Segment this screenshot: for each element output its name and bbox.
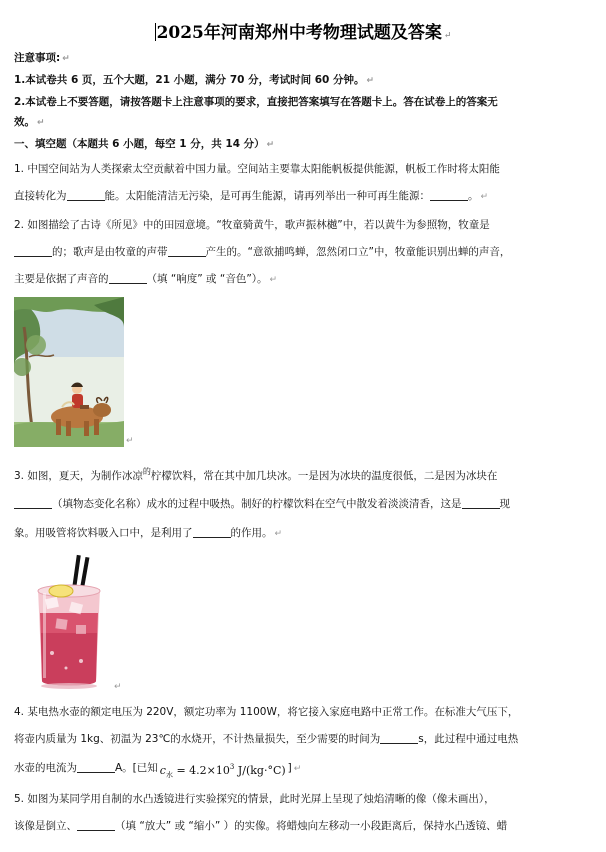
answer-blank[interactable] bbox=[462, 498, 500, 509]
herding-boy-svg bbox=[14, 297, 124, 447]
question-5-line-1: 5. 如图为某同学用自制的水凸透镜进行实验探究的情景，此时光屏上呈现了烛焰清晰的像（像未画出）， bbox=[14, 793, 495, 805]
lemon-drink-svg bbox=[26, 553, 112, 693]
question-4-line-2: 将壶内质量为 1kg、初温为 23℃的水烧开，不计热量损失，至少需要的时间为 s，此过程中通过电热 bbox=[14, 733, 519, 745]
notice-item-2-cont: 效。 ↵ bbox=[14, 116, 45, 128]
answer-blank[interactable] bbox=[14, 498, 52, 509]
question-2-line-3: 主要是依据了声音的 （填 “响度” 或 “音色”）。 ↵ bbox=[14, 273, 278, 285]
question-1-line-2: 直接转化为 能。太阳能清洁无污染，是可再生能源，请再列举出一种可再生能源： 。 ↵ bbox=[14, 190, 489, 202]
answer-blank[interactable] bbox=[430, 190, 468, 201]
question-2-line-2: 的；歌声是由牧童的声带 产生的。“意欲捕鸣蝉，忽然闭口立”中，牧童能识别出蝉的声音， bbox=[14, 244, 589, 259]
notice-item-2: 2.本试卷上不要答题，请按答题卡上注意事项的要求，直接把答案填写在答题卡上。答在试卷上的答案无 bbox=[14, 96, 498, 108]
lemon-drink-illustration bbox=[26, 553, 112, 693]
notice-item-1: 1.本试卷共 6 页，五个大题，21 小题，满分 70 分，考试时间 60 分钟。 ↵ bbox=[14, 74, 375, 86]
return-mark: ↵ bbox=[126, 436, 134, 446]
answer-blank[interactable] bbox=[109, 273, 147, 284]
answer-blank[interactable] bbox=[14, 246, 52, 257]
herding-boy-illustration bbox=[14, 297, 124, 447]
answer-blank[interactable] bbox=[77, 820, 115, 831]
title-text: 2025年河南郑州中考物理试题及答案 bbox=[156, 23, 442, 43]
question-1-line-1: 1. 中国空间站为人类探索太空贡献着中国力量。空间站主要靠太阳能帆板提供能源，帆板工作时将太阳能 bbox=[14, 163, 500, 175]
text-cursor bbox=[155, 23, 156, 41]
return-mark: ↵ bbox=[114, 682, 122, 692]
question-4-line-3: 水壶的电流为 A。[已知 $c_水 = 4.2\times 10^3$ J/(kg·°C) ] ↵ bbox=[14, 762, 302, 779]
return-mark: ↵ bbox=[443, 31, 452, 41]
question-5-line-2: 该像是倒立、 （填 “放大” 或 “缩小” ）的实像。将蜡烛向左移动一小段距离后，保持水凸透镜、蜡 bbox=[14, 820, 508, 832]
answer-blank[interactable] bbox=[380, 733, 418, 744]
notice-heading: 注意事项: ↵ bbox=[14, 52, 70, 64]
section-heading-fill-blank: 一、填空题（本题共 6 小题，每空 1 分，共 14 分） ↵ bbox=[14, 138, 275, 150]
question-3-line-2: （填物态变化名称）成水的过程中吸热。制好的柠檬饮料在空气中散发着淡淡清香，这是 现 bbox=[14, 496, 589, 511]
question-3-line-3: 象。用吸管将饮料吸入口中，是利用了 的作用。 ↵ bbox=[14, 527, 283, 539]
answer-blank[interactable] bbox=[193, 527, 231, 538]
answer-blank[interactable] bbox=[77, 762, 115, 773]
document-title bbox=[0, 18, 606, 43]
question-3-line-1: 3. 如图，夏天，为制作冰凉$^的$柠檬饮料，常在其中加几块冰。一是因为冰块的温度很低，二是因为冰块在 bbox=[14, 467, 498, 482]
answer-blank[interactable] bbox=[67, 190, 105, 201]
specific-heat-formula: $c_水 = 4.2\times 10^3$ J/(kg·°C) bbox=[159, 763, 286, 779]
question-2-line-1: 2. 如图描绘了古诗《所见》中的田园意境。“牧童骑黄牛，歌声振林樾”中，若以黄牛为参照物，牧童是 bbox=[14, 219, 490, 231]
answer-blank[interactable] bbox=[168, 246, 206, 257]
question-4-line-1: 4. 某电热水壶的额定电压为 220V，额定功率为 1100W，将它接入家庭电路中正常工作。在标准大气压下， bbox=[14, 706, 519, 718]
